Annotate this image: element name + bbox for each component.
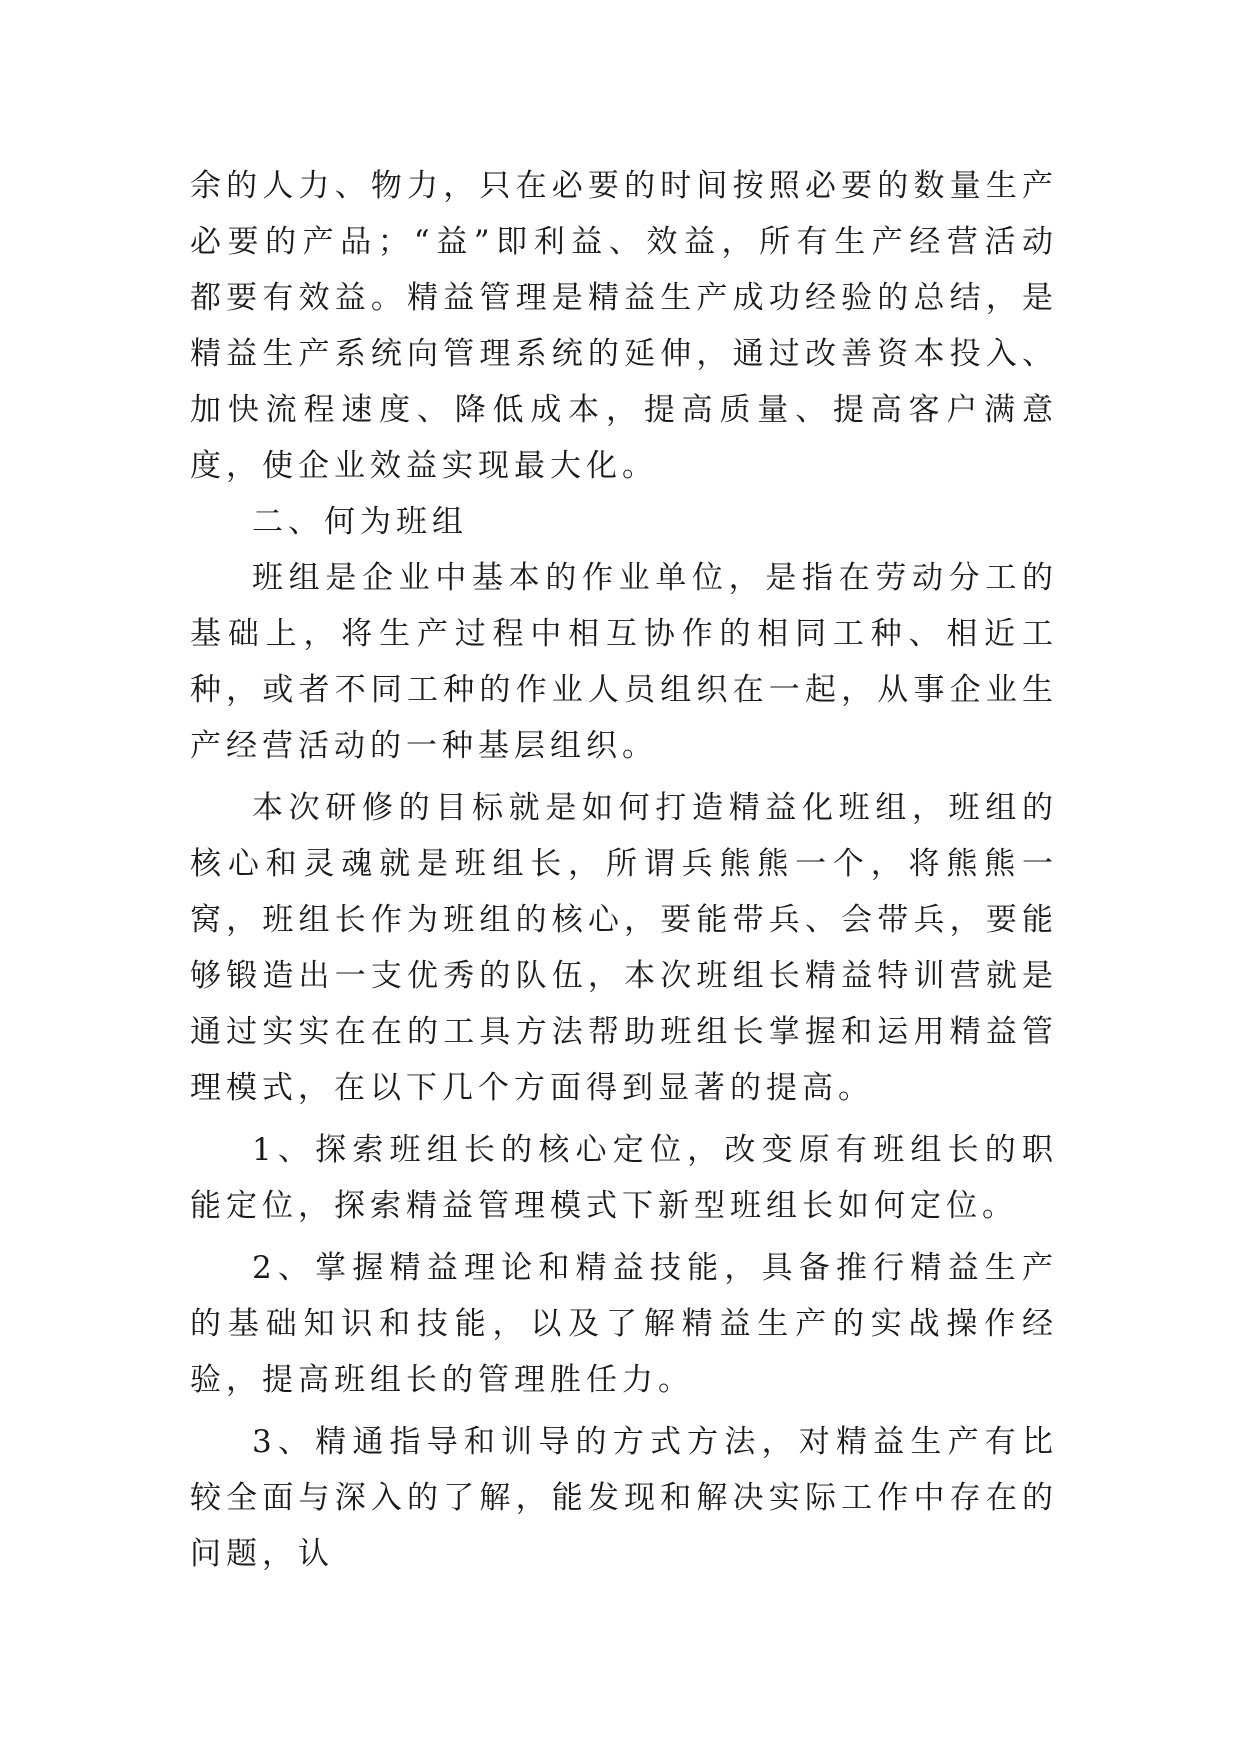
- section-heading-what-is-team: 二、何为班组: [252, 504, 468, 540]
- list-item-1: 1、探索班组长的核心定位，改变原有班组长的职能定位，探索精益管理模式下新型班组长如何定位。: [190, 1132, 1058, 1224]
- paragraph-training-goal: 本次研修的目标就是如何打造精益化班组，班组的核心和灵魂就是班组长，所谓兵熊熊一个，将熊熊一窝，班组长作为班组的核心，要能带兵、会带兵，要能够锻造出一支优秀的队伍，本次班组长精益特训营就是通过实实在在的工具方法帮助班组长掌握和运用精益管理模式，在以下几个方面得到显著的提高。: [190, 790, 1058, 1106]
- list-item-3: 3、精通指导和训导的方式方法，对精益生产有比较全面与深入的了解，能发现和解决实际工作中存在的问题，认: [190, 1424, 1058, 1572]
- paragraph-lean-management-definition: 余的人力、物力，只在必要的时间按照必要的数量生产必要的产品；“益”即利益、效益，所有生产经营活动都要有效益。精益管理是精益生产成功经验的总结，是精益生产系统向管理系统的延伸，通过改善资本投入、加快流程速度、降低成本，提高质量、提高客户满意度，使企业效益实现最大化。: [190, 168, 1058, 484]
- paragraph-team-definition: 班组是企业中基本的作业单位，是指在劳动分工的基础上，将生产过程中相互协作的相同工种、相近工种，或者不同工种的作业人员组织在一起，从事企业生产经营活动的一种基层组织。: [190, 560, 1058, 764]
- document-body: [190, 158, 1058, 1582]
- list-item-2: 2、掌握精益理论和精益技能，具备推行精益生产的基础知识和技能，以及了解精益生产的实战操作经验，提高班组长的管理胜任力。: [190, 1250, 1058, 1398]
